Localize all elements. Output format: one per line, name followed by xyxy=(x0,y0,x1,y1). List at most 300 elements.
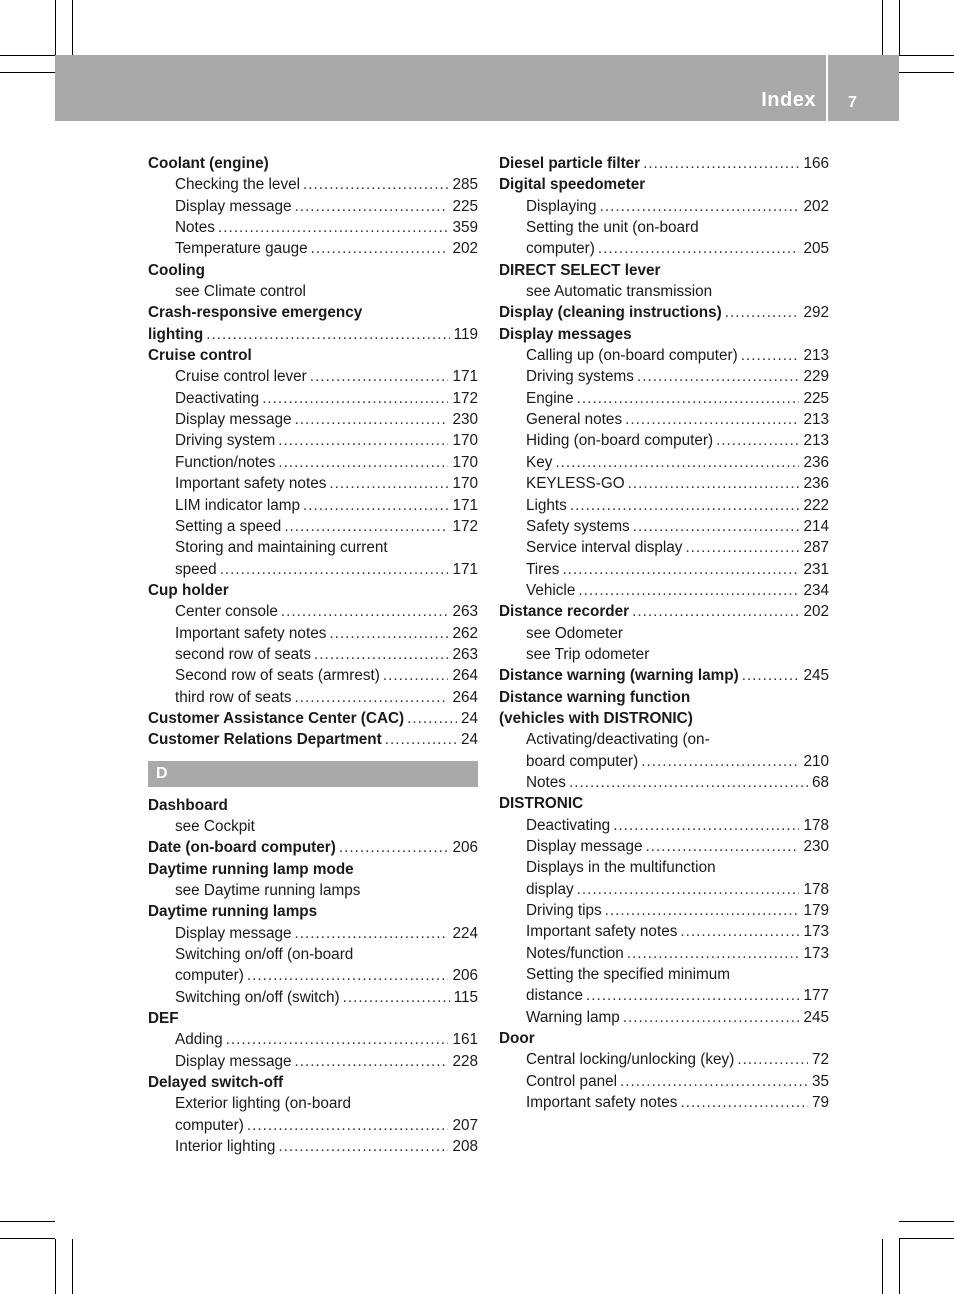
crop-mark xyxy=(899,1238,954,1239)
index-entry xyxy=(148,580,478,601)
entry-text: Control panel xyxy=(526,1072,617,1090)
index-subentry[interactable] xyxy=(499,1049,829,1070)
entry-text: Distance warning (warning lamp) xyxy=(499,667,739,685)
page-reference[interactable]: 264 xyxy=(452,667,478,685)
entry-text: Digital speedometer xyxy=(499,176,646,194)
index-entry xyxy=(148,859,478,880)
page-reference[interactable]: 263 xyxy=(452,603,478,621)
page-reference[interactable]: 263 xyxy=(452,645,478,663)
entry-text: Customer Relations Department xyxy=(148,731,382,749)
entry-text: Door xyxy=(499,1030,535,1048)
leader-dots xyxy=(303,174,448,195)
index-subentry[interactable] xyxy=(499,1007,829,1028)
header-divider xyxy=(826,55,828,121)
page-reference[interactable]: 178 xyxy=(803,880,829,898)
crop-mark xyxy=(72,0,73,55)
index-subentry[interactable] xyxy=(148,388,478,409)
index-column-left xyxy=(148,153,478,1157)
entry-text: Important safety notes xyxy=(526,923,678,941)
index-subentry xyxy=(148,880,478,901)
entry-text: Display message xyxy=(175,924,292,942)
index-subentry[interactable] xyxy=(148,1029,478,1050)
page-reference[interactable]: 222 xyxy=(803,496,829,514)
crop-mark xyxy=(899,1239,900,1294)
index-subentry[interactable] xyxy=(499,815,829,836)
index-subentry[interactable] xyxy=(499,772,829,793)
leader-dots xyxy=(680,1092,808,1113)
leader-dots xyxy=(262,388,448,409)
index-subentry[interactable] xyxy=(148,559,478,580)
leader-dots xyxy=(570,495,800,516)
page-reference[interactable]: 231 xyxy=(803,560,829,578)
leader-dots xyxy=(278,452,448,473)
leader-dots xyxy=(725,302,800,323)
page-reference[interactable]: 230 xyxy=(452,411,478,429)
entry-text: Display message xyxy=(526,838,643,855)
page-reference[interactable]: 170 xyxy=(452,432,478,450)
entry-text: Hiding (on-board computer) xyxy=(526,432,714,450)
index-subentry[interactable] xyxy=(148,644,478,665)
index-subentry[interactable] xyxy=(499,1092,829,1113)
entry-text: Center console xyxy=(175,603,278,621)
leader-dots xyxy=(278,1136,448,1157)
leader-dots xyxy=(613,815,799,836)
index-entry xyxy=(499,687,829,708)
crop-mark xyxy=(0,55,55,56)
entry-text: Warning lamp xyxy=(526,1008,620,1026)
index-entry xyxy=(499,324,829,345)
entry-text: see Automatic transmission xyxy=(526,283,713,301)
index-subentry[interactable] xyxy=(148,238,478,259)
index-subentry[interactable] xyxy=(499,473,829,494)
index-subentry[interactable] xyxy=(148,1115,478,1136)
entry-text: Deactivating xyxy=(175,389,260,407)
page-reference[interactable]: 24 xyxy=(460,709,478,727)
index-subentry[interactable] xyxy=(499,196,829,217)
leader-dots xyxy=(247,1115,449,1136)
leader-dots xyxy=(632,601,799,622)
index-subentry[interactable] xyxy=(499,430,829,451)
entry-text: second row of seats xyxy=(175,645,312,663)
entry-text: Interior lighting xyxy=(175,1138,276,1156)
page-reference[interactable]: 171 xyxy=(452,496,478,514)
page-reference[interactable]: 206 xyxy=(452,839,478,857)
page-reference[interactable]: 202 xyxy=(803,197,829,215)
entry-text: Cooling xyxy=(148,261,205,279)
index-subentry[interactable] xyxy=(148,516,478,537)
leader-dots xyxy=(737,1049,808,1070)
leader-dots xyxy=(625,409,799,430)
entry-text: Activating/deactivating (on- xyxy=(526,731,710,749)
entry-text: DISTRONIC xyxy=(499,795,584,813)
entry-text: see Daytime running lamps xyxy=(175,882,361,899)
index-entry xyxy=(148,901,478,922)
leader-dots xyxy=(598,238,800,259)
page-reference[interactable]: 225 xyxy=(803,389,829,407)
entry-text: see Trip odometer xyxy=(526,645,650,663)
crop-mark xyxy=(55,0,56,55)
page-reference[interactable]: 285 xyxy=(452,176,478,194)
entry-text: Display messages xyxy=(499,325,632,343)
leader-dots xyxy=(586,985,799,1006)
entry-text: Switching on/off (on-board xyxy=(175,946,354,964)
entry-text: LIM indicator lamp xyxy=(175,496,300,514)
entry-text: see Odometer xyxy=(526,624,623,642)
page-reference[interactable]: 225 xyxy=(452,197,478,215)
index-subentry xyxy=(499,964,829,985)
index-subentry[interactable] xyxy=(499,409,829,430)
page-reference[interactable]: 228 xyxy=(452,1052,478,1070)
entry-text: Driving systems xyxy=(526,368,634,386)
entry-text: Central locking/unlocking (key) xyxy=(526,1051,735,1069)
page-reference[interactable]: 35 xyxy=(811,1072,829,1090)
leader-dots xyxy=(226,1029,449,1050)
page-reference[interactable]: 229 xyxy=(803,368,829,386)
page-reference[interactable]: 210 xyxy=(803,752,829,770)
index-subentry[interactable] xyxy=(148,196,478,217)
index-subentry[interactable] xyxy=(499,238,829,259)
leader-dots xyxy=(645,836,799,857)
page-reference[interactable]: 236 xyxy=(803,453,829,471)
index-entry xyxy=(148,1072,478,1093)
index-subentry[interactable] xyxy=(148,623,478,644)
index-subentry[interactable] xyxy=(499,900,829,921)
page-reference[interactable]: 202 xyxy=(452,240,478,258)
page-reference[interactable]: 264 xyxy=(452,688,478,706)
crop-mark xyxy=(899,0,900,55)
page-reference[interactable]: 68 xyxy=(811,773,829,791)
entry-text: Cruise control xyxy=(148,347,252,365)
index-subentry xyxy=(148,281,478,302)
entry-text: Daytime running lamp mode xyxy=(148,860,354,878)
index-subentry[interactable] xyxy=(499,537,829,558)
page-reference[interactable]: 170 xyxy=(452,475,478,493)
page-reference[interactable]: 173 xyxy=(803,923,829,941)
entry-text: Coolant (engine) xyxy=(148,155,269,172)
entry-text: Important safety notes xyxy=(175,475,327,493)
leader-dots xyxy=(310,366,449,387)
page-reference[interactable]: 208 xyxy=(452,1138,478,1156)
entry-text: Notes xyxy=(526,773,566,791)
index-entry[interactable] xyxy=(499,601,829,622)
leader-dots xyxy=(281,601,449,622)
index-subentry[interactable] xyxy=(148,452,478,473)
page-reference[interactable]: 224 xyxy=(452,924,478,942)
index-subentry[interactable] xyxy=(499,879,829,900)
index-subentry xyxy=(499,857,829,878)
entry-text: Display message xyxy=(175,411,292,429)
index-entry[interactable] xyxy=(148,837,478,858)
index-subentry[interactable] xyxy=(499,580,829,601)
index-entry xyxy=(148,345,478,366)
index-entry xyxy=(148,795,478,816)
index-subentry[interactable] xyxy=(499,836,829,857)
entry-text: Distance warning function xyxy=(499,688,691,706)
page-reference[interactable]: 178 xyxy=(803,816,829,834)
index-subentry[interactable] xyxy=(499,452,829,473)
crop-mark xyxy=(0,1221,55,1222)
leader-dots xyxy=(294,923,448,944)
leader-dots xyxy=(329,623,448,644)
leader-dots xyxy=(628,473,800,494)
entry-text: Delayed switch-off xyxy=(148,1074,284,1092)
index-entry xyxy=(148,1008,478,1029)
index-subentry[interactable] xyxy=(148,1136,478,1157)
index-subentry[interactable] xyxy=(148,430,478,451)
index-subentry[interactable] xyxy=(148,366,478,387)
page-reference[interactable]: 206 xyxy=(452,967,478,985)
entry-text: Checking the level xyxy=(175,176,300,194)
leader-dots xyxy=(294,687,448,708)
index-entry xyxy=(499,708,829,729)
leader-dots xyxy=(680,921,799,942)
entry-text: board computer) xyxy=(526,752,639,770)
index-subentry[interactable] xyxy=(148,473,478,494)
page-reference[interactable]: 213 xyxy=(803,411,829,429)
leader-dots xyxy=(206,324,449,345)
page-reference[interactable]: 292 xyxy=(803,304,829,322)
index-subentry[interactable] xyxy=(499,495,829,516)
page-reference[interactable]: 287 xyxy=(803,539,829,557)
leader-dots xyxy=(633,516,800,537)
entry-text: Adding xyxy=(175,1031,223,1049)
page-reference[interactable]: 171 xyxy=(452,368,478,386)
index-subentry xyxy=(499,729,829,750)
index-subentry[interactable] xyxy=(148,923,478,944)
index-subentry[interactable] xyxy=(148,217,478,238)
entry-text: Lights xyxy=(526,496,567,514)
leader-dots xyxy=(303,495,448,516)
crop-mark xyxy=(899,1221,954,1222)
entry-text: Setting the unit (on-board xyxy=(526,219,699,237)
index-subentry[interactable] xyxy=(148,495,478,516)
page-title: Index xyxy=(761,89,816,111)
entry-text: DEF xyxy=(148,1010,179,1028)
index-subentry[interactable] xyxy=(148,174,478,195)
index-subentry[interactable] xyxy=(148,965,478,986)
leader-dots xyxy=(578,580,799,601)
index-entry[interactable] xyxy=(148,324,478,345)
page-reference[interactable]: 170 xyxy=(452,453,478,471)
crop-mark xyxy=(0,1238,55,1239)
leader-dots xyxy=(741,345,800,366)
entry-text: Calling up (on-board computer) xyxy=(526,347,738,365)
entry-text: (vehicles with DISTRONIC) xyxy=(499,709,693,727)
page-reference[interactable]: 234 xyxy=(803,581,829,599)
index-subentry[interactable] xyxy=(148,665,478,686)
leader-dots xyxy=(294,196,448,217)
page-reference[interactable]: 213 xyxy=(803,432,829,450)
page-reference[interactable]: 177 xyxy=(803,987,829,1005)
leader-dots xyxy=(329,473,448,494)
index-column-right xyxy=(499,153,829,1113)
entry-text: Cup holder xyxy=(148,581,229,599)
entry-text: Switching on/off (switch) xyxy=(175,988,340,1006)
entry-text: Key xyxy=(526,453,553,471)
index-subentry xyxy=(148,1093,478,1114)
entry-text: Important safety notes xyxy=(175,624,327,642)
index-subentry[interactable] xyxy=(148,987,478,1008)
entry-text: Vehicle xyxy=(526,581,576,599)
leader-dots xyxy=(218,217,449,238)
index-entry xyxy=(148,302,478,323)
index-subentry[interactable] xyxy=(148,409,478,430)
entry-text: Diesel particle filter xyxy=(499,155,641,172)
page-reference[interactable]: 172 xyxy=(452,389,478,407)
index-subentry xyxy=(148,537,478,558)
entry-text: display xyxy=(526,880,574,898)
entry-text: computer) xyxy=(175,1116,244,1134)
page-reference[interactable]: 179 xyxy=(803,902,829,920)
page-reference[interactable]: 245 xyxy=(803,667,829,685)
entry-text: Notes xyxy=(175,219,215,237)
page-reference[interactable]: 245 xyxy=(803,1008,829,1026)
entry-text: Safety systems xyxy=(526,517,630,535)
index-subentry[interactable] xyxy=(499,1071,829,1092)
leader-dots xyxy=(385,729,457,750)
leader-dots xyxy=(311,238,449,259)
leader-dots xyxy=(600,196,800,217)
entry-text: KEYLESS-GO xyxy=(526,475,625,493)
entry-text: distance xyxy=(526,987,583,1005)
index-entry[interactable] xyxy=(499,153,829,174)
entry-text: Customer Assistance Center (CAC) xyxy=(148,709,405,727)
index-entry xyxy=(499,793,829,814)
leader-dots xyxy=(343,987,450,1008)
crop-mark xyxy=(72,1239,73,1294)
page-reference[interactable]: 161 xyxy=(452,1031,478,1049)
leader-dots xyxy=(577,879,800,900)
entry-text: Display (cleaning instructions) xyxy=(499,304,722,322)
crop-mark xyxy=(0,72,55,73)
index-subentry xyxy=(499,281,829,302)
page-reference[interactable]: 213 xyxy=(803,347,829,365)
entry-text: Driving system xyxy=(175,432,276,450)
leader-dots xyxy=(742,665,800,686)
index-subentry[interactable] xyxy=(499,388,829,409)
leader-dots xyxy=(605,900,800,921)
leader-dots xyxy=(314,644,448,665)
index-subentry[interactable] xyxy=(499,559,829,580)
leader-dots xyxy=(294,409,448,430)
entry-text: Storing and maintaining current xyxy=(175,539,388,557)
entry-text: Daytime running lamps xyxy=(148,903,318,921)
index-subentry xyxy=(499,623,829,644)
leader-dots xyxy=(620,1071,808,1092)
crop-mark xyxy=(899,72,954,73)
leader-dots xyxy=(716,430,799,451)
page-reference[interactable]: 119 xyxy=(453,325,478,343)
index-entry xyxy=(499,174,829,195)
entry-text: Cruise control lever xyxy=(175,368,307,386)
entry-text: Display message xyxy=(175,197,292,215)
entry-text: Driving tips xyxy=(526,902,602,920)
index-subentry[interactable] xyxy=(148,687,478,708)
index-subentry[interactable] xyxy=(499,751,829,772)
entry-text: Engine xyxy=(526,389,574,407)
page-reference[interactable]: 230 xyxy=(803,838,829,855)
leader-dots xyxy=(407,708,457,729)
leader-dots xyxy=(623,1007,800,1028)
index-subentry xyxy=(499,644,829,665)
page-reference[interactable]: 166 xyxy=(803,155,829,172)
crop-mark xyxy=(55,1239,56,1294)
index-subentry[interactable] xyxy=(148,1051,478,1072)
entry-text: speed xyxy=(175,560,217,578)
page-reference[interactable]: 72 xyxy=(811,1051,829,1069)
entry-text: Service interval display xyxy=(526,539,683,557)
page-reference[interactable]: 207 xyxy=(452,1116,478,1134)
page-reference[interactable]: 214 xyxy=(803,517,829,535)
leader-dots xyxy=(562,559,799,580)
leader-dots xyxy=(685,537,799,558)
index-subentry[interactable] xyxy=(499,345,829,366)
index-entry[interactable] xyxy=(148,708,478,729)
page-reference[interactable]: 24 xyxy=(460,731,478,749)
leader-dots xyxy=(383,665,449,686)
entry-text: see Cockpit xyxy=(175,817,255,835)
entry-text: Crash-responsive emergency xyxy=(148,304,363,322)
index-subentry[interactable] xyxy=(499,985,829,1006)
page-reference[interactable]: 262 xyxy=(452,624,478,642)
page-reference[interactable]: 236 xyxy=(803,475,829,493)
entry-text: Date (on-board computer) xyxy=(148,839,336,857)
index-entry[interactable] xyxy=(499,302,829,323)
index-subentry[interactable] xyxy=(499,366,829,387)
page-reference[interactable]: 173 xyxy=(803,944,829,962)
index-entry[interactable] xyxy=(148,729,478,750)
leader-dots xyxy=(247,965,449,986)
page-reference[interactable]: 205 xyxy=(803,240,829,258)
entry-text: Dashboard xyxy=(148,796,228,814)
entry-text: lighting xyxy=(148,325,204,343)
page-reference[interactable]: 172 xyxy=(452,517,478,535)
leader-dots xyxy=(637,366,800,387)
leader-dots xyxy=(284,516,448,537)
page-reference[interactable]: 79 xyxy=(811,1094,829,1112)
entry-text: Setting the specified minimum xyxy=(526,966,731,984)
page-reference[interactable]: 359 xyxy=(452,219,478,237)
leader-dots xyxy=(643,153,799,174)
leader-dots xyxy=(627,943,800,964)
index-subentry[interactable] xyxy=(499,921,829,942)
index-subentry[interactable] xyxy=(499,516,829,537)
page-reference[interactable]: 202 xyxy=(803,603,829,621)
entry-text: Displays in the multifunction xyxy=(526,859,716,877)
entry-text: see Climate control xyxy=(175,283,306,301)
leader-dots xyxy=(569,772,808,793)
crop-mark xyxy=(882,0,883,55)
entry-text: Setting a speed xyxy=(175,517,282,535)
entry-text: third row of seats xyxy=(175,688,292,706)
entry-text: Tires xyxy=(526,560,560,578)
leader-dots xyxy=(339,837,449,858)
leader-dots xyxy=(220,559,449,580)
index-entry xyxy=(148,153,478,174)
entry-text: Function/notes xyxy=(175,453,276,471)
index-subentry[interactable] xyxy=(148,601,478,622)
entry-text: Distance recorder xyxy=(499,603,630,621)
leader-dots xyxy=(641,751,799,772)
index-entry xyxy=(499,260,829,281)
entry-text: computer) xyxy=(175,967,244,985)
page-reference[interactable]: 171 xyxy=(452,560,478,578)
index-entry[interactable] xyxy=(499,665,829,686)
page-reference[interactable]: 115 xyxy=(453,988,478,1006)
entry-text: Temperature gauge xyxy=(175,240,308,258)
entry-text: Displaying xyxy=(526,197,597,215)
index-subentry[interactable] xyxy=(499,943,829,964)
